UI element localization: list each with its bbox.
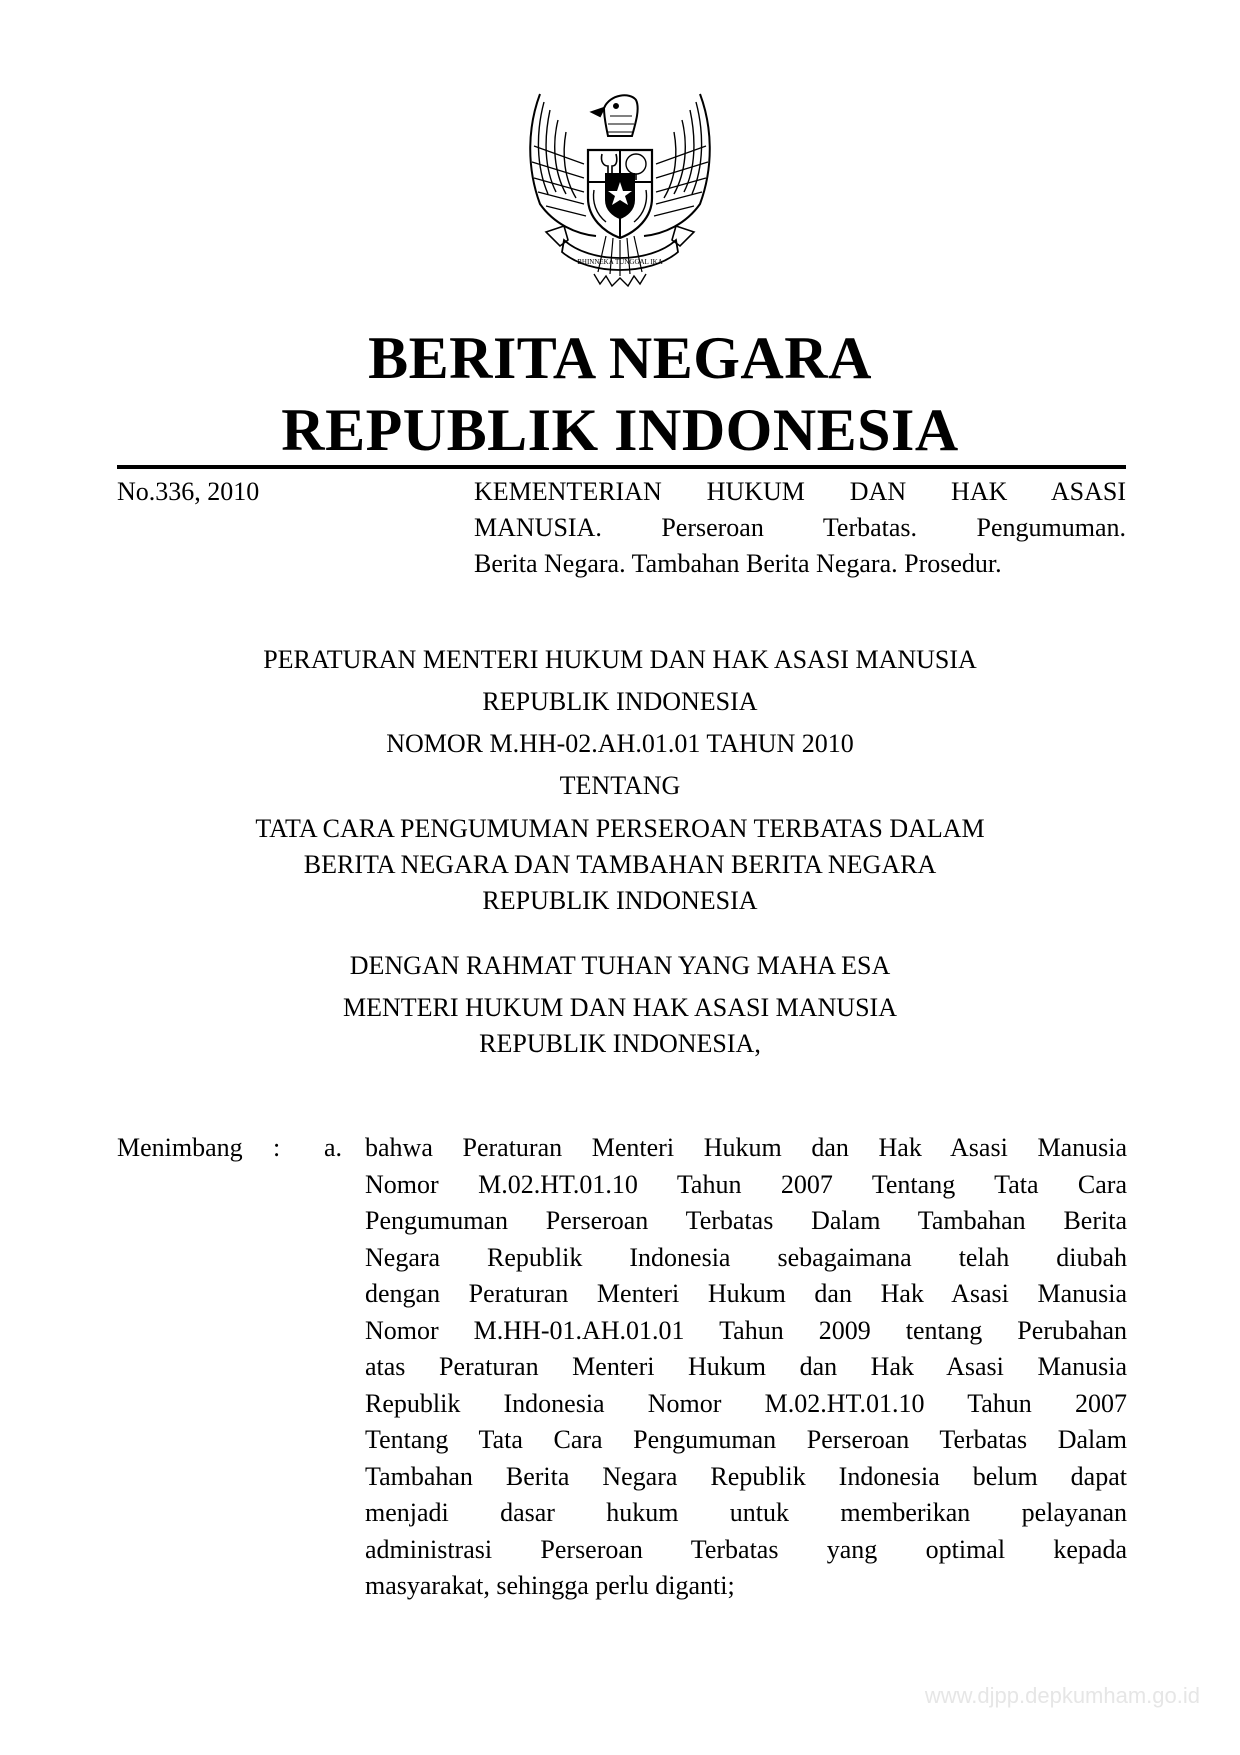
regulation-title-line1: PERATURAN MENTERI HUKUM DAN HAK ASASI MANUSIA xyxy=(263,645,977,674)
masthead-title-line1: BERITA NEGARA xyxy=(368,325,872,391)
clause-line: atas Peraturan Menteri Hukum dan Hak Asasi Manusia xyxy=(365,1352,1127,1381)
regulation-number: NOMOR M.HH-02.AH.01.01 TAHUN 2010 xyxy=(386,729,854,758)
clause-line: Nomor M.02.HT.01.10 Tahun 2007 Tentang Tata Cara xyxy=(365,1169,1127,1199)
considering-colon: : xyxy=(273,1133,281,1162)
authority-line1: MENTERI HUKUM DAN HAK ASASI MANUSIA xyxy=(343,993,897,1022)
masthead-divider xyxy=(117,465,1126,469)
summary-line: Berita Negara. Tambahan Berita Negara. Prosedur. xyxy=(474,549,1002,578)
clause-line: Pengumuman Perseroan Terbatas Dalam Tambahan Berita xyxy=(365,1206,1127,1235)
clause-line: masyarakat, sehingga perlu diganti; xyxy=(365,1571,735,1600)
summary-line: MANUSIA. Perseroan Terbatas. Pengumuman. xyxy=(474,513,1126,542)
clause-line: Tentang Tata Cara Pengumuman Perseroan Terbatas Dalam xyxy=(365,1425,1127,1454)
garuda-pancasila-emblem-icon xyxy=(520,86,720,298)
clause-line: dengan Peraturan Menteri Hukum dan Hak Asasi Manusia xyxy=(365,1279,1127,1308)
clause-line: Republik Indonesia Nomor M.02.HT.01.10 Tahun 2007 xyxy=(365,1388,1127,1418)
regulation-about: TENTANG xyxy=(559,771,681,800)
clause-letter: a. xyxy=(324,1133,343,1162)
masthead-title-line2: REPUBLIK INDONESIA xyxy=(281,397,959,463)
svg-text:BHINNEKA TUNGGAL IKA: BHINNEKA TUNGGAL IKA xyxy=(577,258,663,266)
authority-line2: REPUBLIK INDONESIA, xyxy=(479,1029,761,1058)
clause-line: Nomor M.HH-01.AH.01.01 Tahun 2009 tentang Perubahan xyxy=(365,1315,1127,1345)
blessing-line: DENGAN RAHMAT TUHAN YANG MAHA ESA xyxy=(349,951,891,980)
regulation-title-line2: REPUBLIK INDONESIA xyxy=(482,687,758,716)
regulation-subject-line: REPUBLIK INDONESIA xyxy=(482,886,758,915)
clause-line: Tambahan Berita Negara Republik Indonesia belum dapat xyxy=(365,1461,1127,1491)
summary-line: KEMENTERIAN HUKUM DAN HAK ASASI xyxy=(474,477,1126,506)
issue-number: No.336, 2010 xyxy=(117,477,260,506)
clause-line: bahwa Peraturan Menteri Hukum dan Hak Asasi Manusia xyxy=(365,1133,1127,1162)
clause-line: menjadi dasar hukum untuk memberikan pelayanan xyxy=(365,1498,1127,1527)
considering-label: Menimbang xyxy=(117,1133,243,1162)
regulation-subject-line: BERITA NEGARA DAN TAMBAHAN BERITA NEGARA xyxy=(303,850,937,879)
regulation-subject-line: TATA CARA PENGUMUMAN PERSEROAN TERBATAS DALAM xyxy=(255,814,985,843)
clause-body xyxy=(365,1130,1127,1605)
watermark-url: www.djpp.depkumham.go.id xyxy=(924,1683,1200,1708)
issue-summary xyxy=(474,474,1126,582)
clause-line: Negara Republik Indonesia sebagaimana telah diubah xyxy=(365,1242,1127,1272)
clause-line: administrasi Perseroan Terbatas yang optimal kepada xyxy=(365,1534,1127,1564)
